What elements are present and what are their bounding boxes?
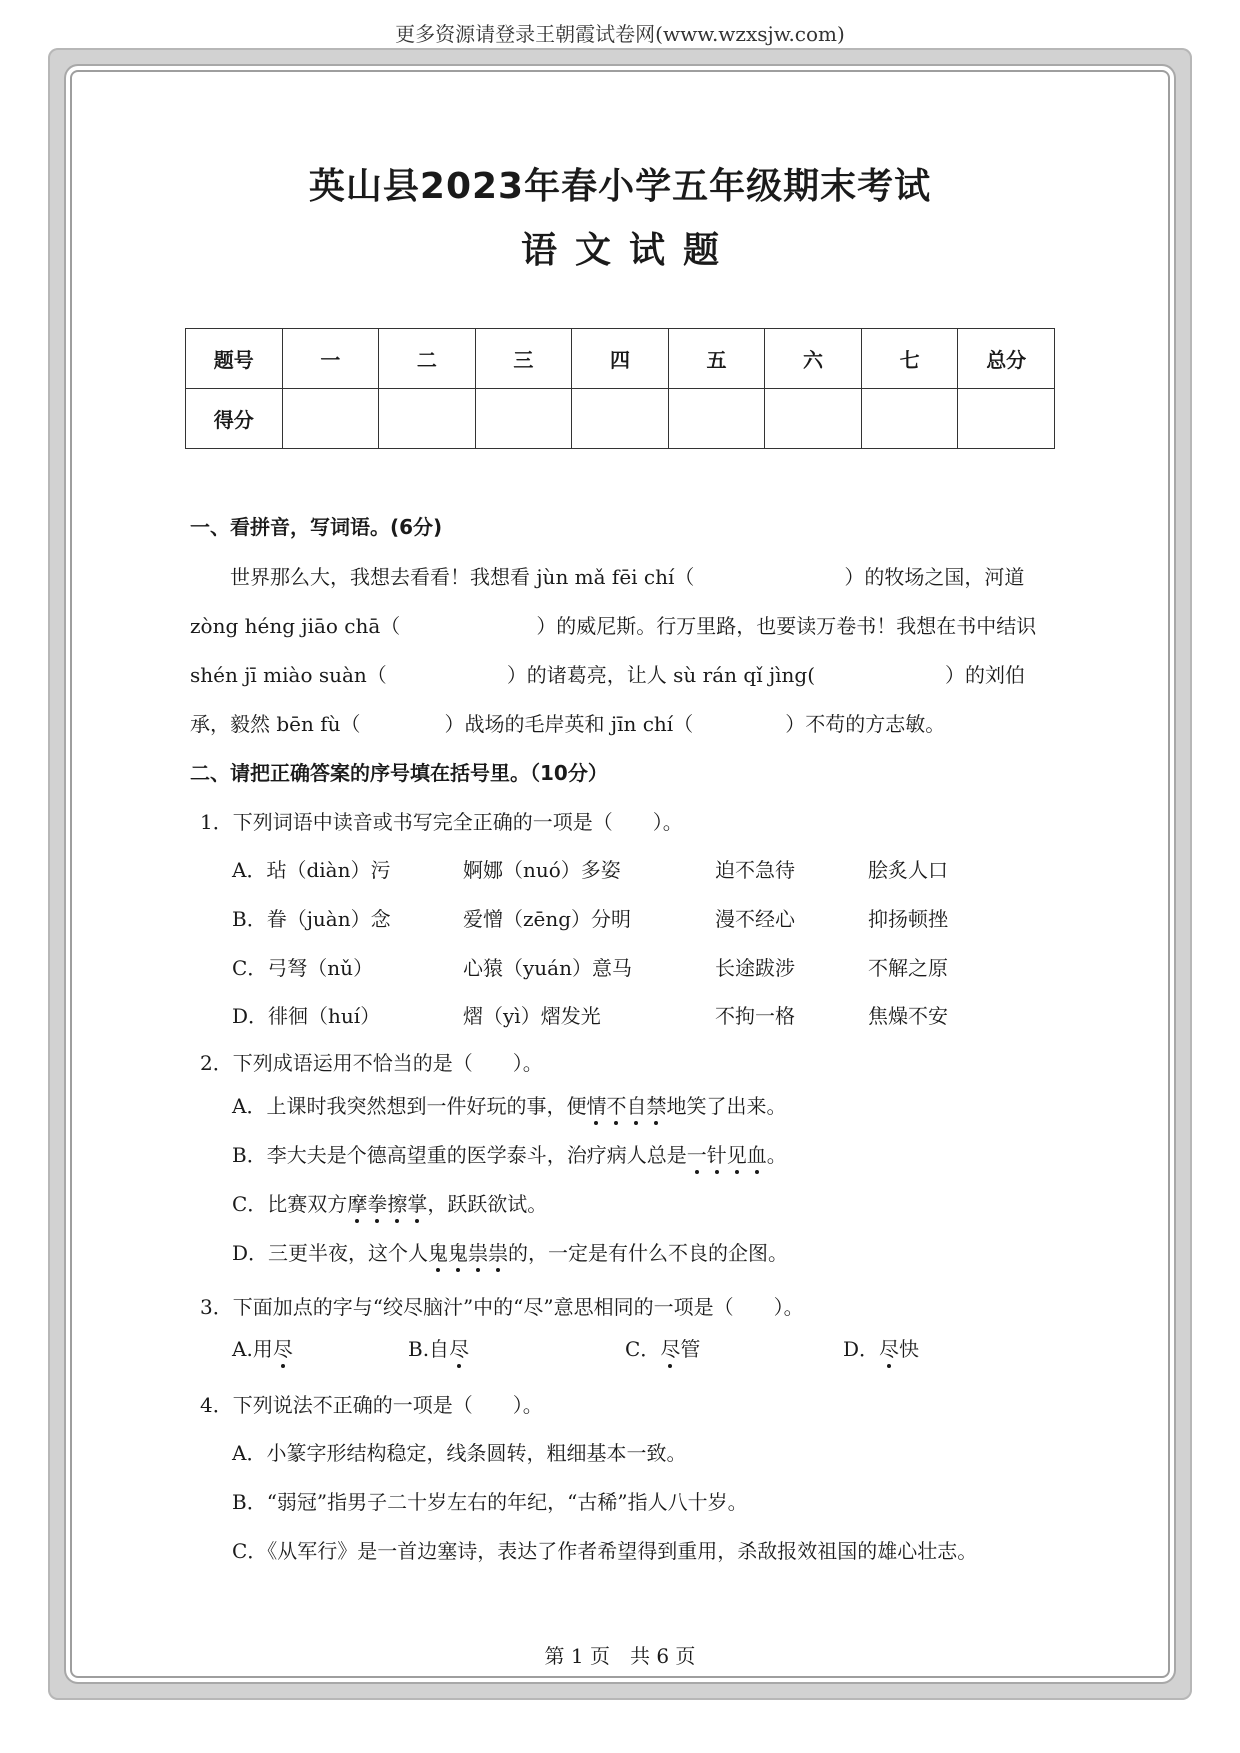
score-table-header-cell: 七 bbox=[861, 329, 958, 389]
score-table-header-cell: 五 bbox=[668, 329, 765, 389]
dotted-character: 自 bbox=[626, 1090, 646, 1119]
score-cell[interactable] bbox=[765, 389, 862, 449]
q3-option-d bbox=[843, 1333, 919, 1362]
q3-option-c bbox=[625, 1333, 700, 1362]
text-segment: 世界那么大，我想去看看！我想看 jùn mǎ fēi chí（ bbox=[230, 565, 695, 589]
score-table-header-cell: 一 bbox=[282, 329, 379, 389]
option-text: 的，一定是有什么不良的企图。 bbox=[508, 1241, 789, 1265]
dotted-character: 摩 bbox=[347, 1188, 367, 1217]
option-text: D． bbox=[843, 1337, 880, 1361]
score-cell[interactable] bbox=[379, 389, 476, 449]
option-text: D．三更半夜，这个人 bbox=[232, 1241, 429, 1265]
option-text: B.自 bbox=[408, 1337, 450, 1361]
q3-option-a bbox=[232, 1333, 293, 1362]
q1-option-b-word-3: 漫不经心 bbox=[715, 907, 795, 931]
dotted-character: 不 bbox=[606, 1090, 626, 1119]
question-1-stem: 1．下列词语中读音或书写完全正确的一项是（ ）。 bbox=[200, 810, 683, 834]
q1-option-d-word-3: 不拘一格 bbox=[715, 1004, 795, 1028]
option-text: 地笑了出来。 bbox=[666, 1094, 787, 1118]
question-2-stem: 2．下列成语运用不恰当的是（ ）。 bbox=[200, 1051, 543, 1075]
q1-option-b-word-4: 抑扬顿挫 bbox=[868, 907, 948, 931]
dotted-emphasis bbox=[347, 1192, 427, 1216]
option-text: ，跃跃欲试。 bbox=[427, 1192, 548, 1216]
q1-option-c-word-4: 不解之原 bbox=[868, 956, 948, 980]
option-text: 。 bbox=[766, 1143, 787, 1167]
q4-option-c: C．《从军行》是一首边塞诗，表达了作者希望得到重用，杀敌报效祖国的雄心壮志。 bbox=[232, 1539, 978, 1563]
q1-option-b-word-2: 爱憎（zēng）分明 bbox=[463, 907, 632, 931]
q1-option-c-word-1: C．弓弩（nǔ） bbox=[232, 956, 374, 980]
dotted-character: 拳 bbox=[367, 1188, 387, 1217]
dotted-character: 禁 bbox=[646, 1090, 666, 1119]
section1-line-1 bbox=[230, 561, 1024, 590]
score-table-header-cell: 四 bbox=[572, 329, 669, 389]
top-source-note: 更多资源请登录王朝霞试卷网(www.wzxsjw.com) bbox=[395, 22, 845, 46]
question-4-stem: 4．下列说法不正确的一项是（ ）。 bbox=[200, 1393, 543, 1417]
dotted-character: 祟 bbox=[488, 1237, 508, 1266]
text-segment: ）战场的毛岸英和 jīn chí（ bbox=[444, 712, 694, 736]
text-segment: ）的诸葛亮，让人 sù rán qǐ jìng( bbox=[506, 663, 816, 687]
q1-option-d-word-2: 熠（yì）熠发光 bbox=[463, 1004, 601, 1028]
q4-option-b: B．“弱冠”指男子二十岁左右的年纪，“古稀”指人八十岁。 bbox=[232, 1490, 748, 1514]
text-segment: ）不苟的方志敏。 bbox=[785, 712, 946, 736]
text-segment: shén jī miào suàn（ bbox=[190, 663, 387, 687]
score-cell[interactable] bbox=[475, 389, 572, 449]
score-cell[interactable] bbox=[958, 389, 1055, 449]
text-segment: ）的刘伯 bbox=[945, 663, 1026, 687]
dotted-emphasis bbox=[449, 1337, 469, 1361]
dotted-emphasis bbox=[879, 1337, 899, 1361]
q1-option-d-word-4: 焦燥不安 bbox=[868, 1004, 948, 1028]
dotted-emphasis bbox=[428, 1241, 508, 1265]
score-table-header-cell: 题号 bbox=[186, 329, 283, 389]
dotted-character: 情 bbox=[586, 1090, 606, 1119]
option-text: 快 bbox=[899, 1337, 920, 1361]
dotted-character: 掌 bbox=[407, 1188, 427, 1217]
q1-option-a-word-3: 迫不急待 bbox=[715, 858, 795, 882]
option-text: B．李大夫是个德高望重的医学泰斗，治疗病人总是 bbox=[232, 1143, 687, 1167]
q1-option-a-word-1: A．玷（diàn）污 bbox=[232, 858, 391, 882]
exam-title: 英山县2023年春小学五年级期末考试 bbox=[308, 166, 932, 207]
dotted-character: 尽 bbox=[273, 1333, 293, 1362]
section1-line-2 bbox=[190, 610, 1036, 639]
dotted-character: 尽 bbox=[660, 1333, 680, 1362]
dotted-character: 尽 bbox=[449, 1333, 469, 1362]
text-segment: ）的牧场之国，河道 bbox=[844, 565, 1025, 589]
q1-option-c-word-3: 长途跋涉 bbox=[715, 956, 795, 980]
q3-option-b bbox=[408, 1333, 469, 1362]
dotted-character: 擦 bbox=[387, 1188, 407, 1217]
q1-option-a-word-4: 脍炙人口 bbox=[868, 858, 948, 882]
dotted-character: 血 bbox=[747, 1139, 767, 1168]
dotted-emphasis bbox=[687, 1143, 767, 1167]
score-table-header-cell: 六 bbox=[765, 329, 862, 389]
score-cell[interactable] bbox=[572, 389, 669, 449]
dotted-emphasis bbox=[586, 1094, 666, 1118]
dotted-emphasis bbox=[273, 1337, 293, 1361]
score-cell[interactable] bbox=[668, 389, 765, 449]
page-footer: 第 1 页 共 6 页 bbox=[544, 1644, 696, 1668]
text-segment: 承，毅然 bēn fù（ bbox=[190, 712, 361, 736]
option-text: C． bbox=[625, 1337, 661, 1361]
q1-option-a-word-2: 婀娜（nuó）多姿 bbox=[463, 858, 621, 882]
q1-option-d-word-1: D．徘徊（huí） bbox=[232, 1004, 381, 1028]
option-text: 管 bbox=[680, 1337, 701, 1361]
dotted-character: 针 bbox=[707, 1139, 727, 1168]
score-table-header-row bbox=[186, 329, 1055, 389]
text-segment: zòng héng jiāo chā（ bbox=[190, 614, 401, 638]
section1-heading: 一、看拼音，写词语。(6分) bbox=[190, 515, 443, 539]
score-row-label: 得分 bbox=[186, 389, 283, 449]
dotted-character: 鬼 bbox=[448, 1237, 468, 1266]
score-cell[interactable] bbox=[861, 389, 958, 449]
exam-subtitle: 语文试题 bbox=[520, 230, 737, 271]
text-segment: ）的威尼斯。行万里路，也要读万卷书！我想在书中结识 bbox=[536, 614, 1037, 638]
dotted-emphasis bbox=[660, 1337, 680, 1361]
dotted-character: 鬼 bbox=[428, 1237, 448, 1266]
score-table-header-cell: 总分 bbox=[958, 329, 1055, 389]
q4-option-a: A．小篆字形结构稳定，线条圆转，粗细基本一致。 bbox=[232, 1441, 687, 1465]
score-table-header-cell: 三 bbox=[475, 329, 572, 389]
score-table-score-row bbox=[186, 389, 1055, 449]
q2-option-c bbox=[232, 1188, 547, 1217]
option-text: C．比赛双方 bbox=[232, 1192, 348, 1216]
question-3-stem: 3．下面加点的字与“绞尽脑汁”中的“尽”意思相同的一项是（ ）。 bbox=[200, 1295, 804, 1319]
option-text: A．上课时我突然想到一件好玩的事，便 bbox=[232, 1094, 587, 1118]
q1-option-c-word-2: 心猿（yuán）意马 bbox=[463, 956, 632, 980]
section1-line-4 bbox=[190, 708, 945, 737]
option-text: A.用 bbox=[232, 1337, 273, 1361]
dotted-character: 见 bbox=[727, 1139, 747, 1168]
dotted-character: 一 bbox=[687, 1139, 707, 1168]
section2-heading: 二、请把正确答案的序号填在括号里。（10分） bbox=[190, 761, 608, 785]
q2-option-d bbox=[232, 1237, 788, 1266]
dotted-character: 尽 bbox=[879, 1333, 899, 1362]
score-cell[interactable] bbox=[282, 389, 379, 449]
score-table-header-cell: 二 bbox=[379, 329, 476, 389]
section1-line-3 bbox=[190, 659, 1025, 688]
q2-option-a bbox=[232, 1090, 786, 1119]
q1-option-b-word-1: B．眷（juàn）念 bbox=[232, 907, 391, 931]
score-table bbox=[185, 328, 1055, 449]
q2-option-b bbox=[232, 1139, 787, 1168]
dotted-character: 祟 bbox=[468, 1237, 488, 1266]
